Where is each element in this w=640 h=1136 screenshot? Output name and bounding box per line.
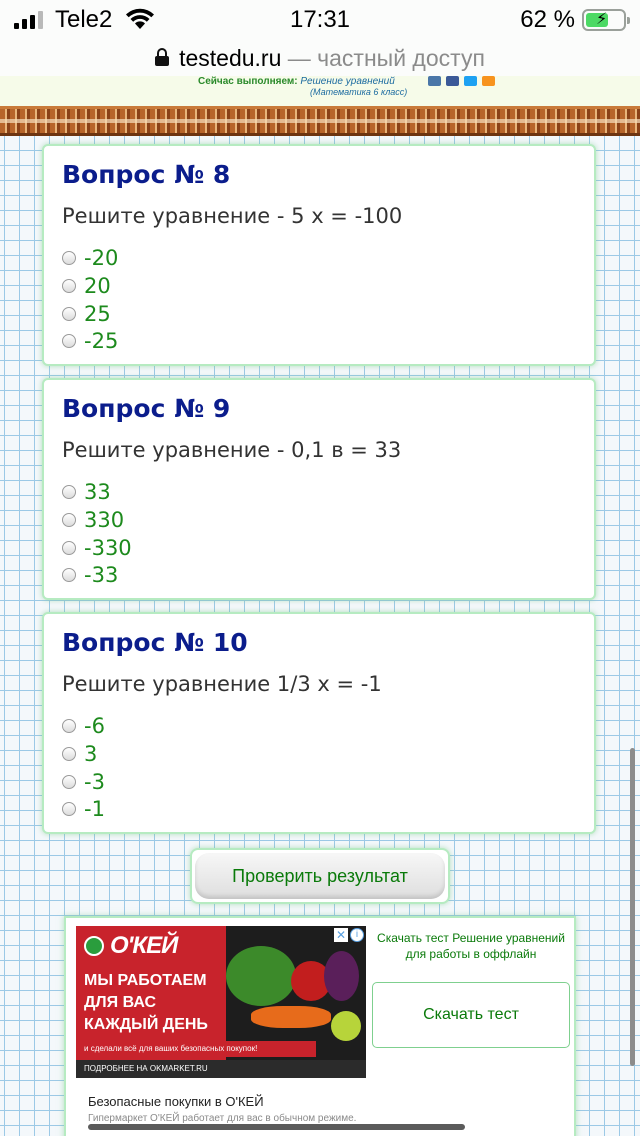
- url-privacy-label: — частный доступ: [287, 44, 485, 71]
- answer-option[interactable]: [62, 796, 105, 822]
- radio-button[interactable]: [62, 775, 76, 789]
- now-doing-subtitle: (Математика 6 класс): [310, 87, 408, 97]
- radio-button[interactable]: [62, 719, 76, 733]
- ad-close-icon[interactable]: ✕: [335, 928, 347, 942]
- battery-icon: [582, 9, 626, 31]
- answer-label: -20: [84, 246, 119, 270]
- answer-label: -33: [84, 563, 119, 587]
- ad-headline: МЫ РАБОТАЕМ ДЛЯ ВАС КАЖДЫЙ ДЕНЬ: [84, 972, 208, 1033]
- ad-tagline: и сделали всё для ваших безопасных покупок!: [76, 1041, 316, 1057]
- question-text: Решите уравнение 1/3 х = -1: [62, 672, 382, 696]
- question-title: Вопрос № 10: [62, 628, 248, 657]
- ad-more-link[interactable]: ПОДРОБНЕЕ НА OKMARKET.RU: [76, 1060, 366, 1078]
- battery-percent: 62 %: [520, 6, 575, 33]
- question-card-9: [42, 378, 596, 600]
- radio-button[interactable]: [62, 279, 76, 293]
- now-doing-label: Сейчас выполняем:: [198, 76, 298, 87]
- home-indicator[interactable]: [88, 1124, 465, 1130]
- answer-label: 25: [84, 302, 111, 326]
- share-buttons: [428, 76, 495, 86]
- answer-option[interactable]: [62, 769, 105, 795]
- answer-label: 33: [84, 480, 111, 504]
- page-scrollbar[interactable]: [630, 748, 635, 1066]
- answer-option[interactable]: [62, 273, 111, 299]
- advertisement-banner[interactable]: [76, 926, 366, 1078]
- answer-label: -6: [84, 714, 105, 738]
- eggplant-image: [324, 951, 359, 1001]
- now-doing-topic[interactable]: Решение уравнений: [300, 76, 395, 87]
- download-caption: Скачать тест Решение уравнений для работы в оффлайн: [377, 931, 565, 961]
- odnoklassniki-share-icon[interactable]: [482, 76, 495, 86]
- ad-sponsor-title[interactable]: Безопасные покупки в О'КЕЙ: [88, 1094, 264, 1109]
- question-title: Вопрос № 8: [62, 160, 231, 189]
- question-text: Решите уравнение - 0,1 в = 33: [62, 438, 402, 462]
- okey-logo-icon: [84, 936, 104, 956]
- answer-option[interactable]: [62, 301, 111, 327]
- facebook-share-icon[interactable]: [446, 76, 459, 86]
- site-header: [0, 76, 640, 106]
- radio-button[interactable]: [62, 802, 76, 816]
- download-test-button[interactable]: Скачать тест: [372, 982, 570, 1048]
- ad-sponsor-text: Гипермаркет О'КЕЙ работает для вас в обычном режиме.: [88, 1113, 357, 1124]
- question-title: Вопрос № 9: [62, 394, 231, 423]
- address-bar[interactable]: [0, 40, 640, 76]
- answer-option[interactable]: [62, 535, 132, 561]
- radio-button[interactable]: [62, 513, 76, 527]
- twitter-share-icon[interactable]: [464, 76, 477, 86]
- answer-label: -330: [84, 536, 132, 560]
- radio-button[interactable]: [62, 568, 76, 582]
- radio-button[interactable]: [62, 747, 76, 761]
- question-card-10: [42, 612, 596, 834]
- carrier-name: Tele2: [55, 6, 113, 33]
- question-card-8: [42, 144, 596, 366]
- lime-image: [331, 1011, 361, 1041]
- answer-label: 330: [84, 508, 125, 532]
- charging-bolt-icon: ⚡: [596, 11, 608, 28]
- radio-button[interactable]: [62, 307, 76, 321]
- question-text: Решите уравнение - 5 х = -100: [62, 204, 403, 228]
- answer-option[interactable]: [62, 713, 105, 739]
- answer-option[interactable]: [62, 562, 118, 588]
- answer-label: -1: [84, 797, 105, 821]
- radio-button[interactable]: [62, 541, 76, 555]
- url-domain: testedu.ru: [179, 44, 282, 71]
- answer-label: 20: [84, 274, 111, 298]
- ad-logo-text: О'КЕЙ: [110, 932, 178, 959]
- bottom-panel: [64, 916, 576, 1136]
- radio-button[interactable]: [62, 485, 76, 499]
- now-doing-line: [198, 76, 395, 87]
- radio-button[interactable]: [62, 334, 76, 348]
- check-result-button[interactable]: Проверить результат: [195, 853, 445, 899]
- radio-button[interactable]: [62, 251, 76, 265]
- answer-option[interactable]: [62, 507, 124, 533]
- answer-option[interactable]: [62, 245, 118, 271]
- answer-label: 3: [84, 742, 98, 766]
- answer-option[interactable]: [62, 328, 118, 354]
- answer-option[interactable]: [62, 479, 111, 505]
- answer-label: -3: [84, 770, 105, 794]
- answer-option[interactable]: [62, 741, 97, 767]
- clock: 17:31: [289, 6, 351, 33]
- ad-info-icon[interactable]: i: [350, 928, 364, 942]
- status-bar: [0, 0, 640, 40]
- answer-label: -25: [84, 329, 119, 353]
- decorative-zipper-divider: [0, 106, 640, 136]
- check-result-container: [190, 848, 450, 904]
- vk-share-icon[interactable]: [428, 76, 441, 86]
- lock-icon: [155, 48, 169, 66]
